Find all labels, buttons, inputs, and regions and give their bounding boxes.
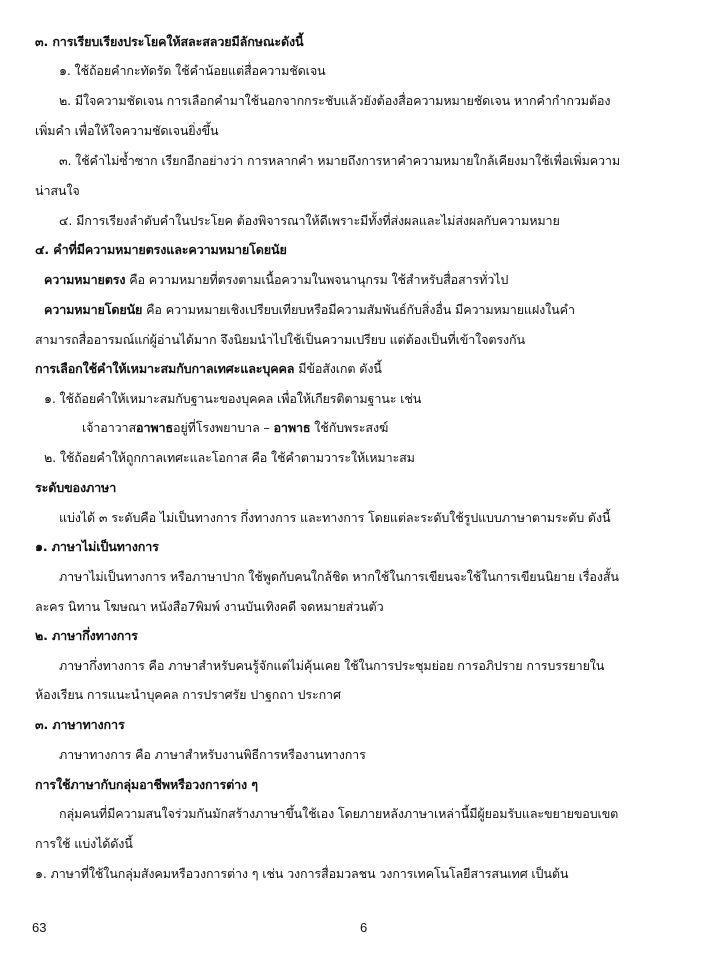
- heading-meaning: ๔. คำที่มีความหมายตรงและความหมายโดยนัย: [35, 242, 287, 257]
- definition-text: คือ ความหมายที่ตรงตามเนื้อความในพจนานุกรม ใช้สำหรับสื่อสารทั่วไป: [125, 272, 509, 287]
- text-line: [44, 271, 508, 289]
- text-line: ภาษาไม่เป็นทางการ หรือภาษาปาก ใช้พูดกับคนใกล้ชิด หากใช้ในการเขียนจะใช้ในการเขียนนิยาย เรื่องสั้น: [59, 569, 619, 584]
- text-line: การใช้ แบ่งได้ดังนี้: [35, 836, 133, 851]
- text-line: กลุ่มคนที่มีความสนใจร่วมกันมักสร้างภาษาขึ้นใช้เอง โดยภายหลังภาษาเหล่านี้มีผู้ยอมรับและขยายขอบเขต: [59, 806, 619, 821]
- text-line: ห้องเรียน การแนะนำบุคคล การปราศรัย ปาฐกถา ประกาศ: [35, 687, 341, 702]
- heading-professional-language: การใช้ภาษากับกลุ่มอาชีพหรือวงการต่าง ๆ: [35, 777, 258, 792]
- text-line: [35, 360, 382, 378]
- text-line: สามารถสื่ออารมณ์แก่ผู้อ่านได้มาก จึงนิยมนำไปใช้เป็นความเปรียบ แต่ต้องเป็นที่เข้าใจตรงกัน: [35, 332, 525, 347]
- example-line: เจ้าอาวาสอาพาธอยู่ที่โรงพยาบาล – อาพาธ ใช้กับพระสงฆ์: [82, 420, 389, 435]
- text-line: น่าสนใจ: [35, 183, 80, 198]
- text-line: ภาษาทางการ คือ ภาษาสำหรับงานพิธีการหรืองานทางการ: [59, 747, 366, 762]
- heading-formal: ๓. ภาษาทางการ: [35, 717, 125, 732]
- term-implied-meaning: ความหมายโดยนัย: [44, 302, 143, 317]
- page-number-left: 63: [32, 920, 47, 935]
- text-line: ละคร นิทาน โฆษณา หนังสือ7พิมพ์ งานบันเทิงคดี จดหมายส่วนตัว: [35, 599, 384, 614]
- text-line: แบ่งได้ ๓ ระดับคือ ไม่เป็นทางการ กึ่งทางการ และทางการ โดยแต่ละระดับใช้รูปแบบภาษาตามระดับ ดังนี้: [59, 510, 611, 525]
- heading-semi-formal: ๒. ภาษากึ่งทางการ: [35, 628, 138, 643]
- list-item: ๔. มีการเรียงลำดับคำในประโยค ต้องพิจารณาให้ดีเพราะมีทั้งที่ส่งผลและไม่ส่งผลกับความหมาย: [59, 213, 560, 228]
- text-line: ภาษากึ่งทางการ คือ ภาษาสำหรับคนรู้จักแต่ไม่คุ้นเคย ใช้ในการประชุมย่อย การอภิปราย การบรรยายใน: [59, 658, 605, 673]
- heading-sentence-arrangement: ๓. การเรียบเรียงประโยคให้สละสลวยมีลักษณะดังนี้: [35, 34, 304, 49]
- definition-text: คือ ความหมายเชิงเปรียบเทียบหรือมีความสัมพันธ์กับสิ่งอื่น มีความหมายแฝงในคำ: [142, 302, 575, 317]
- list-item: ๑. ใช้ถ้อยคำกะทัดรัด ใช้คำน้อยแต่สื่อความชัดเจน: [59, 63, 326, 78]
- list-item: ๓. ใช้คำไม่ซ้ำซาก เรียกอีกอย่างว่า การหลากคำ หมายถึงการหาคำความหมายใกล้เคียงมาใช้เพื่อเพิ่มความ: [59, 153, 621, 168]
- term-aphat: อาพาธ: [136, 420, 173, 435]
- heading-language-levels: ระดับของภาษา: [35, 480, 117, 495]
- page-number-center: 6: [360, 920, 368, 935]
- note-text: มีข้อสังเกต ดังนี้: [294, 361, 382, 376]
- list-item: ๑. ใช้ถ้อยคำให้เหมาะสมกับฐานะของบุคคล เพื่อให้เกียรติตามฐานะ เช่น: [44, 391, 422, 406]
- heading-informal: ๑. ภาษาไม่เป็นทางการ: [35, 539, 159, 554]
- list-item: ๒. ใช้ถ้อยคำให้ถูกกาลเทศะและโอกาส คือ ใช้คำตามวาระให้เหมาะสม: [44, 450, 415, 465]
- text-line: [44, 301, 575, 319]
- list-item: ๑. ภาษาที่ใช้ในกลุ่มสังคมหรือวงการต่าง ๆ เช่น วงการสื่อมวลชน วงการเทคโนโลยีสารสนเทศ เป็นต้น: [35, 866, 569, 881]
- text-line: เพิ่มคำ เพื่อให้ใจความชัดเจนยิ่งขึ้น: [35, 123, 219, 138]
- term-aphat: อาพาธ: [273, 420, 311, 435]
- heading-word-choice: การเลือกใช้คำให้เหมาะสมกับกาลเทศะและบุคคล: [35, 361, 295, 376]
- term-literal-meaning: ความหมายตรง: [44, 272, 126, 287]
- list-item: ๒. มีใจความชัดเจน การเลือกคำมาใช้นอกจากกระชับแล้วยังต้องสื่อความหมายชัดเจน หากคำกำกวมต้อง: [59, 93, 611, 108]
